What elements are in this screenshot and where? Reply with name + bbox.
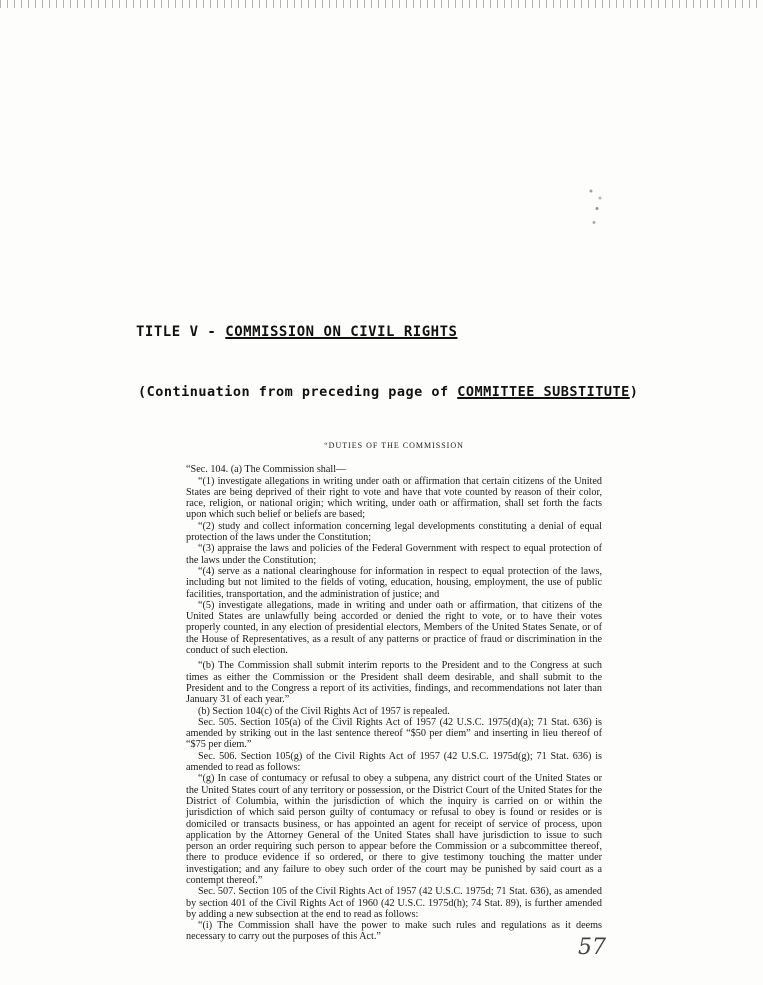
title-prefix: TITLE V - [136, 324, 226, 340]
continuation-line [138, 384, 638, 400]
scan-smudge [579, 170, 609, 240]
paragraph-clause-3: “(3) appraise the laws and policies of the Federal Government with respect to equal protection of the laws under the Constitution; [186, 543, 602, 566]
paragraph-sec-507: Sec. 507. Section 105 of the Civil Rights Act of 1957 (42 U.S.C. 1975d; 71 Stat. 636), as amended by section 401 of the Civil Rights Act of 1960 (42 U.S.C. 1975d(h); 74 Stat. 89), is further amended by adding a new subsection at the end to read as follows: [186, 886, 602, 920]
paragraph-subsection-b: “(b) The Commission shall submit interim reports to the President and to the Congress at such times as either the Commission or the President shall deem desirable, and shall submit to the President and to the Congress a report of its activities, findings, and recommendations not later than January 31 of each year.” [186, 660, 602, 706]
paragraph-clause-1: “(1) investigate allegations in writing under oath or affirmation that certain citizens of the United States are being deprived of their right to vote and have that vote counted by reason of their color, race, religion, or national origin; which writing, under oath or affirmation, shall set forth the facts upon which such belief or beliefs are based; [186, 475, 602, 521]
paragraph-subsection-i: “(i) The Commission shall have the power to make such rules and regulations as it deems necessary to carry out the purposes of this Act.” [186, 920, 602, 943]
section-heading: “DUTIES OF THE COMMISSION [324, 441, 464, 450]
continuation-suffix: ) [629, 384, 639, 400]
paragraph-clause-4: “(4) serve as a national clearinghouse for information in respect to equal protection of the laws, including but not limited to the fields of voting, education, housing, employment, the use of public facilities, transportation, and the administration of justice; and [186, 565, 602, 600]
printed-bill-text [186, 440, 602, 943]
paragraph-subsection-g: “(g) In case of contumacy or refusal to obey a subpena, any district court of the United States or the United States court of any territory or possession, or the District Court of the United States for the District of Columbia, within the jurisdiction of which the inquiry is carried on or within the jurisdiction of which said person guilty of contumacy or refusal to obey is found or resides or is domiciled or transacts business, or has appointed an agent for receipt of service of process, upon application by the Attorney General of the United States shall have jurisdiction to issue to such person an order requiring such person to appear before the Commission or a subcommittee thereof, there to produce evidence if so ordered, or there to give testimony touching the matter under investigation; and any failure to obey such order of the court may be punished by said court as a contempt thereof.” [186, 773, 602, 886]
title-line [136, 324, 457, 340]
paragraph-sec-506: Sec. 506. Section 105(g) of the Civil Rights Act of 1957 (42 U.S.C. 1975d(g); 71 Stat. 636) is amended to read as follows: [186, 750, 602, 774]
paragraph-clause-5: “(5) investigate allegations, made in writing and under oath or affirmation, that citizens of the United States are unlawfully being accorded or denied the right to vote, or to have their votes properly counted, in any election of presidential electors, Members of the United States Senate, or of the House of Representatives, as a result of any patterns or practice of fraud or discrimination in the conduct of such election. [186, 599, 602, 657]
paragraph-sec-104: “Sec. 104. (a) The Commission shall— [186, 464, 347, 476]
page-number: 57 [578, 935, 606, 960]
continuation-prefix: (Continuation from preceding page of [138, 384, 458, 400]
title-underlined: COMMISSION ON CIVIL RIGHTS [225, 324, 458, 340]
scan-edge-noise [0, 0, 763, 8]
paragraph-repeal: (b) Section 104(c) of the Civil Rights Act of 1957 is repealed. [198, 705, 450, 717]
continuation-underlined: COMMITTEE SUBSTITUTE [457, 384, 630, 400]
paragraph-sec-505: Sec. 505. Section 105(a) of the Civil Rights Act of 1957 (42 U.S.C. 1975(d)(a); 71 Stat. 636) is amended by striking out in the last sentence thereof “$50 per diem” and inserting in lieu thereof of “$75 per diem.” [186, 716, 602, 751]
paragraph-clause-2: “(2) study and collect information concerning legal developments constituting a denial of equal protection of the laws under the Constitution; [186, 520, 602, 544]
